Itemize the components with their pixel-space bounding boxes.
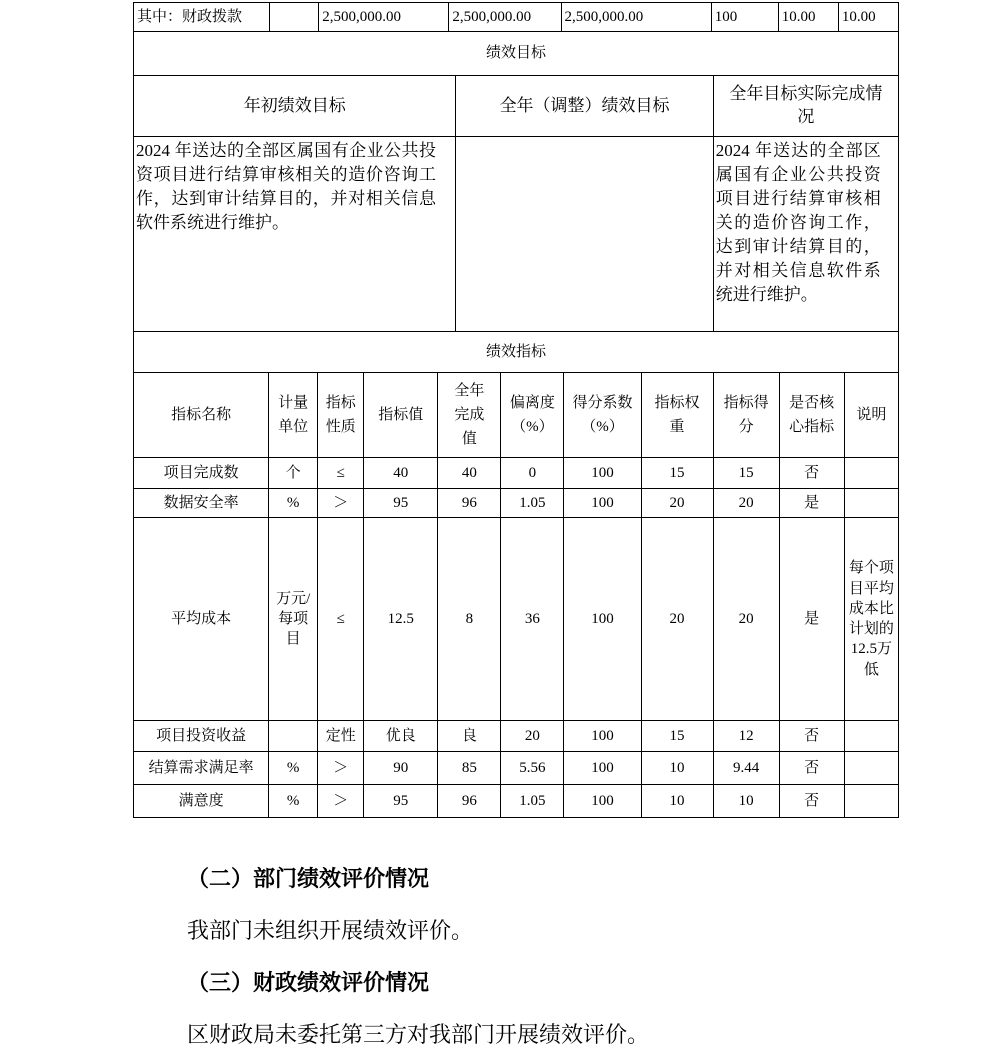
indicator-cell: 1.05	[501, 785, 564, 818]
indicator-cell: 0	[501, 458, 564, 489]
goals-header-row	[134, 76, 899, 137]
indicator-note-cell: 每个项目平均成本比计划的12.5万低	[844, 518, 898, 721]
indicator-cell: 100	[564, 752, 641, 785]
goals-table	[133, 31, 899, 332]
indicator-unit: 万元/每项目	[276, 590, 311, 648]
section-heading-2: （二）部门绩效评价情况	[187, 866, 430, 891]
indicator-header-cell	[713, 373, 779, 458]
funding-label-cell: 其中：财政拨款	[134, 3, 270, 32]
indicator-cell	[269, 518, 318, 721]
indicator-header-label: 全年完成值	[454, 383, 485, 447]
indicator-cell: 12.5	[364, 518, 438, 721]
funding-table	[133, 2, 899, 32]
indicator-cell: ＞	[318, 785, 364, 818]
indicator-cell: 满意度	[134, 785, 269, 818]
indicator-cell: 9.44	[713, 752, 779, 785]
indicator-cell: ≤	[318, 518, 364, 721]
goal-header-cell: 全年（调整）绩效目标	[456, 76, 713, 137]
indicator-header-cell	[438, 373, 501, 458]
indicator-cell: 100	[564, 518, 641, 721]
evaluation-text-section	[187, 853, 649, 1061]
goal-adjusted-cell	[456, 137, 713, 332]
indicator-cell: 10	[713, 785, 779, 818]
goals-banner: 绩效目标	[134, 32, 899, 76]
indicator-cell: 100	[564, 721, 641, 752]
indicator-header-cell	[318, 373, 364, 458]
funding-value-cell: 2,500,000.00	[561, 3, 711, 32]
indicator-header-cell	[641, 373, 713, 458]
indicator-header-cell: 指标值	[364, 373, 438, 458]
goal-header-label: 全年目标实际完成情况	[729, 84, 883, 126]
funding-value-cell: 2,500,000.00	[319, 3, 449, 32]
indicator-cell: 85	[438, 752, 501, 785]
indicator-header-label: 是否核心指标	[789, 395, 835, 435]
funding-value-cell: 10.00	[778, 3, 838, 32]
indicator-header-label: 偏离度（%）	[509, 395, 555, 435]
section-body-2: 我部门未组织开展绩效评价。	[187, 918, 474, 943]
goal-header-cell	[713, 76, 898, 137]
indicator-cell: 96	[438, 785, 501, 818]
indicator-row	[134, 458, 899, 489]
indicators-banner: 绩效指标	[134, 332, 899, 373]
goals-banner-row	[134, 32, 899, 76]
indicator-cell: 20	[713, 489, 779, 518]
indicator-cell: 15	[641, 458, 713, 489]
indicator-header-cell: 说明	[844, 373, 898, 458]
indicator-cell: 5.56	[501, 752, 564, 785]
indicator-cell: 平均成本	[134, 518, 269, 721]
indicator-cell: 优良	[364, 721, 438, 752]
goal-initial-text: 2024 年送达的全部区属国有企业公共投资项目进行结算审核相关的造价咨询工作，达到审计结算目的，并对相关信息软件系统进行维护。	[136, 141, 436, 232]
indicator-cell: 20	[713, 518, 779, 721]
indicator-cell: %	[269, 752, 318, 785]
indicator-cell: 否	[779, 752, 844, 785]
indicator-header-label: 指标得分	[723, 395, 769, 435]
indicator-row	[134, 489, 899, 518]
indicator-cell: 个	[269, 458, 318, 489]
goal-header-cell: 年初绩效目标	[134, 76, 456, 137]
indicator-cell	[844, 458, 898, 489]
indicator-cell: 15	[713, 458, 779, 489]
indicator-cell: 96	[438, 489, 501, 518]
indicator-cell: 20	[501, 721, 564, 752]
indicator-cell: 100	[564, 785, 641, 818]
indicator-cell: 40	[364, 458, 438, 489]
indicator-cell: %	[269, 785, 318, 818]
indicators-table	[133, 331, 899, 818]
indicator-cell: ＞	[318, 752, 364, 785]
indicator-cell: 100	[564, 489, 641, 518]
section-body-3: 区财政局未委托第三方对我部门开展绩效评价。	[187, 1022, 650, 1047]
indicator-header-cell	[779, 373, 844, 458]
indicator-cell: %	[269, 489, 318, 518]
indicator-header-label: 得分系数（%）	[572, 395, 633, 435]
indicator-cell: 否	[779, 458, 844, 489]
indicator-header-label: 指标权重	[654, 395, 700, 435]
indicator-cell: 95	[364, 785, 438, 818]
indicator-cell: 是	[779, 518, 844, 721]
indicator-cell: 是	[779, 489, 844, 518]
indicator-cell: 1.05	[501, 489, 564, 518]
indicator-header-label: 计量单位	[278, 395, 309, 435]
indicator-cell: 结算需求满足率	[134, 752, 269, 785]
indicator-cell: 40	[438, 458, 501, 489]
indicator-cell: 数据安全率	[134, 489, 269, 518]
indicator-cell: 否	[779, 785, 844, 818]
goal-initial-cell	[134, 137, 456, 332]
indicator-cell: 20	[641, 489, 713, 518]
funding-empty-cell	[270, 3, 319, 32]
funding-value-cell: 2,500,000.00	[449, 3, 561, 32]
indicator-cell: ＞	[318, 489, 364, 518]
indicator-cell: 项目投资收益	[134, 721, 269, 752]
indicator-cell: 15	[641, 721, 713, 752]
indicators-banner-row	[134, 332, 899, 373]
funding-value-cell: 10.00	[838, 3, 898, 32]
indicator-header-cell	[564, 373, 641, 458]
goal-actual-cell	[713, 137, 898, 332]
indicator-row	[134, 752, 899, 785]
funding-row	[134, 3, 899, 32]
indicator-header-cell	[501, 373, 564, 458]
indicator-row	[134, 721, 899, 752]
indicator-cell: 95	[364, 489, 438, 518]
goal-actual-text: 2024 年送达的全部区属国有企业公共投资项目进行结算审核相关的造价咨询工作，达到审计结算目的，并对相关信息软件系统进行维护。	[715, 141, 881, 304]
indicator-cell: 12	[713, 721, 779, 752]
indicator-cell	[844, 721, 898, 752]
indicator-cell: 良	[438, 721, 501, 752]
indicators-header-row	[134, 373, 899, 458]
indicator-cell: 项目完成数	[134, 458, 269, 489]
funding-value-cell: 100	[711, 3, 778, 32]
indicator-cell: ≤	[318, 458, 364, 489]
indicator-cell: 8	[438, 518, 501, 721]
indicator-cell: 定性	[318, 721, 364, 752]
indicator-cell	[844, 785, 898, 818]
indicator-row	[134, 518, 899, 721]
indicator-cell	[844, 489, 898, 518]
indicator-header-label: 指标性质	[325, 395, 356, 435]
indicator-cell: 10	[641, 752, 713, 785]
indicator-cell: 100	[564, 458, 641, 489]
indicator-header-cell: 指标名称	[134, 373, 269, 458]
indicator-cell: 否	[779, 721, 844, 752]
indicator-cell: 20	[641, 518, 713, 721]
indicator-cell: 36	[501, 518, 564, 721]
indicator-header-cell	[269, 373, 318, 458]
indicator-row	[134, 785, 899, 818]
indicator-cell: 10	[641, 785, 713, 818]
indicator-cell: 90	[364, 752, 438, 785]
section-heading-3: （三）财政绩效评价情况	[187, 970, 430, 995]
goals-content-row	[134, 137, 899, 332]
report-table-section	[133, 2, 899, 818]
indicator-cell	[844, 752, 898, 785]
indicator-cell	[269, 721, 318, 752]
